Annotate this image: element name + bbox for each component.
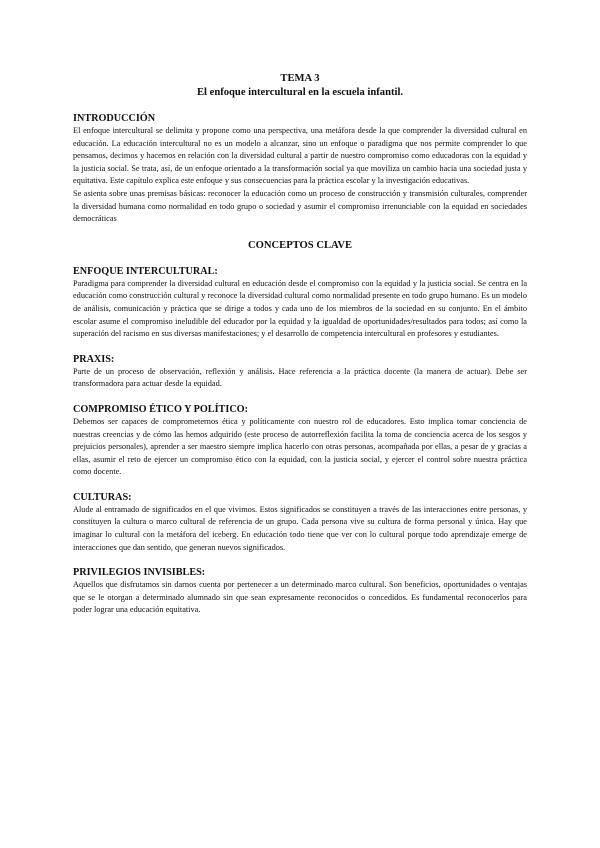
section-heading-praxis: PRAXIS:	[73, 353, 115, 365]
section-heading-enfoque: ENFOQUE INTERCULTURAL:	[73, 265, 218, 277]
intro-heading: INTRODUCCIÓN	[73, 113, 156, 124]
document-title: El enfoque intercultural en la escuela infantil.	[196, 87, 404, 98]
topic-number: TEMA 3	[280, 73, 320, 84]
intro-paragraph-1: El enfoque intercultural se delimita y propone como una perspectiva, una metáfora desde la que comprender la diversidad cultural en educación. La educación intercultural no es un modelo a alcanzar, sino un enfoque o paradigma que nos permite comprender lo que pensamos, decimos y hacemos en relación con la diversidad cultural a partir de nuestro compromiso como educadoras con la equidad y la justicia social. Se trata, así, de un enfoque orientado a la transformación social ya que moviliza un cambio hacia una sociedad justa y equitativa. Este capítulo explica este enfoque y sus consecuencias para la práctica escolar y la investigación educativas.	[73, 126, 527, 186]
section-heading-privilegios: PRIVILEGIOS INVISIBLES:	[73, 567, 206, 579]
section-text-praxis: Parte de un proceso de observación, reflexión y análisis. Hace referencia a la práctica docente (la manera de actuar). Debe ser transformadora para actuar desde la equidad.	[73, 366, 527, 389]
section-text-enfoque: Paradigma para comprender la diversidad cultural en educación desde el compromiso con la equidad y la justicia social. Se centra en la educación como construcción cultural y reconoce la diversidad cultural como normalidad presente en todo grupo humano. Es un modelo de análisis, comunicación y práctica que se dirige a todos y cada uno de los miembros de la sociedad en su conjunto. En el ámbito escolar asume el compromiso ineludible del educador por la equidad y la igualdad de oportunidades/resultados para todos; así como la superación del racismo en sus diversas manifestaciones; y el desarrollo de competencia intercultural en profesores y estudiantes.	[73, 278, 527, 339]
section-text-compromiso: Debemos ser capaces de comprometernos ética y políticamente con nuestro rol de educadores. Esto implica tomar conciencia de nuestras creencias y de cómo las hemos adquirido (este proceso de autorreflexión facilita la toma de conciencia acerca de los sesgos y prejuicios personales), aprender a ser maestro siempre implica hacerlo con otras personas, acompañada por ellas, a pesar de y gracias a ellas, asumir el reto de ejercer un compromiso ético con la equidad, con la justicia social, y ejercer el control sobre nuestra práctica como docente.	[73, 416, 527, 477]
section-heading-culturas: CULTURAS:	[73, 491, 132, 503]
section-text-privilegios: Aquellos que disfrutamos sin darnos cuenta por pertenecer a un determinado marco cultural. Son beneficios, oportunidades o ventajas que se le otorgan a determinado alumnado sin que sean expresamente reconocidos o concedidos. Es fundamental reconocerlos para poder lograr una educación equitativa.	[73, 580, 527, 615]
intro-paragraph-2: Se asienta sobre unas premisas básicas: reconocer la educación como un proceso de construcción y transmisión culturales, comprender la diversidad humana como normalidad en todo grupo o sociedad y asumir el compromiso irrenunciable con la equidad en sociedades democráticas	[73, 188, 527, 224]
section-heading-compromiso: COMPROMISO ÉTICO Y POLÍTICO:	[73, 403, 248, 415]
section-text-culturas: Alude al entramado de significados en el que vivimos. Estos significados se constituyen a través de las interacciones entre personas, y constituyen la cultura o marco cultural de referencia de un grupo. Cada persona vive su cultura de forma personal y única. Hay que imaginar lo cultural con la metáfora del iceberg. En educación todo tiene que ver con lo cultural porque todo aprendizaje emerge de interacciones que dan sentido, que generan nuevos significados.	[73, 504, 527, 552]
key-concepts-heading: CONCEPTOS CLAVE	[247, 239, 353, 251]
